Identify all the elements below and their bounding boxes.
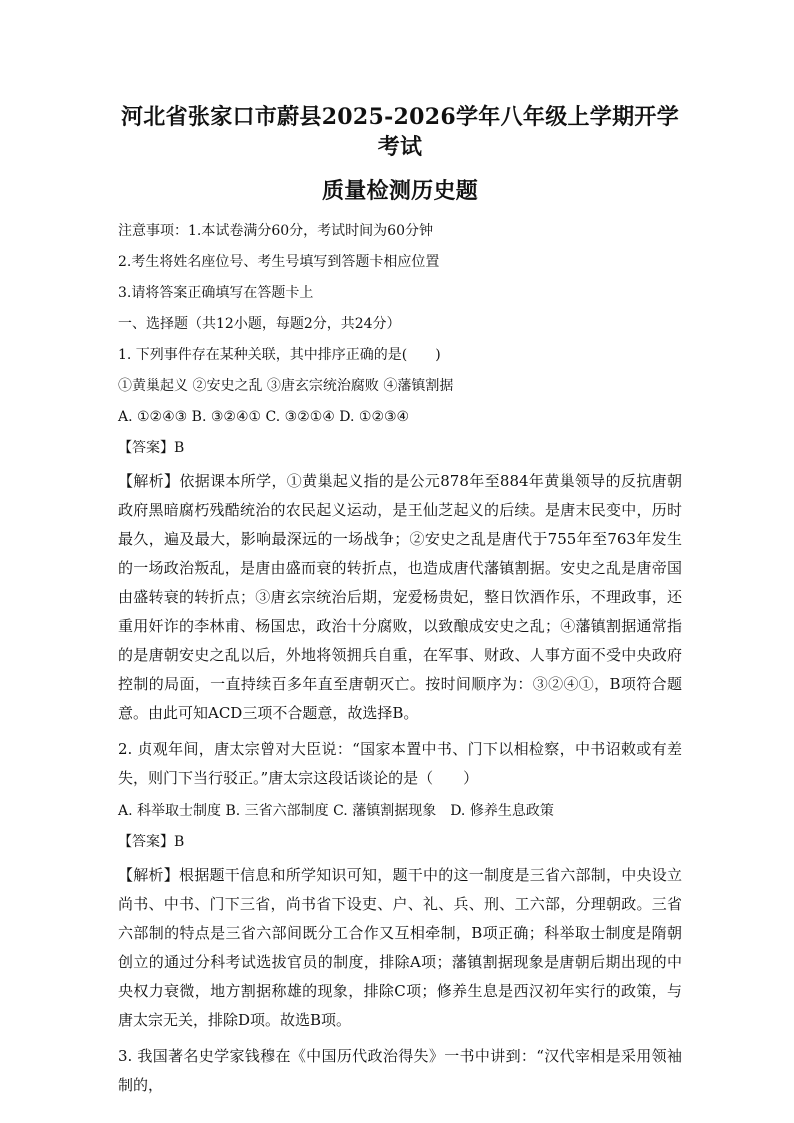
question-2-stem: 2. 贞观年间，唐太宗曾对大臣说：“国家本置中书、门下以相检察，中书诏敕或有差失，则门下当行驳正。”唐太宗这段话谈论的是（ ） (118, 740, 682, 787)
question-2-analysis: 【解析】根据题干信息和所学知识可知，题干中的这一制度是三省六部制，中央设立尚书、中书、门下三省，尚书省下设吏、户、礼、兵、刑、工六部，分理朝政。三省六部制的特点是三省六部间既分工合作又互相牵制，B项正确；科举取士制度是隋朝创立的通过分科考试选拔官员的制度，排除A项；藩镇割据现象是唐朝后期出现的中央权力衰微，地方割据称雄的现象，排除C项；修养生息是西汉初年实行的政策，与唐太宗无关，排除D项。故选B项。 (118, 866, 682, 1029)
question-1-options: A. ①②④③ B. ③②④① C. ③②①④ D. ①②③④ (118, 409, 410, 425)
question-1-stem: 1. 下列事件存在某种关联，其中排序正确的是( ) (118, 347, 441, 363)
exam-title-line-2: 质量检测历史题 (321, 178, 479, 204)
question-2-answer: 【答案】B (118, 834, 185, 850)
note-1: 注意事项：1.本试卷满分60分，考试时间为60分钟 (118, 223, 433, 239)
exam-title-line-1: 河北省张家口市蔚县2025-2026学年八年级上学期开学考试 (121, 104, 679, 160)
question-1-analysis: 【解析】依据课本所学，①黄巢起义指的是公元878年至884年黄巢领导的反抗唐朝政府黑暗腐朽残酷统治的农民起义运动，是王仙芝起义的后续。是唐末民变中，历时最久，遍及最大，影响最深远的一场战争；②安史之乱是唐代于755年至763年发生的一场政治叛乱，是唐由盛而衰的转折点，也造成唐代藩镇割据。安史之乱是唐帝国由盛转衰的转折点；③唐玄宗统治后期，宠爱杨贵妃，整日饮酒作乐，不理政事，还重用奸诈的李林甫、杨国忠，政治十分腐败，以致酿成安史之乱；④藩镇割据通常指的是唐朝安史之乱以后，外地将领拥兵自重，在军事、财政、人事方面不受中央政府控制的局面，一直持续百多年直至唐朝灭亡。按时间顺序为：③②④①，B项符合题意。由此可知ACD三项不合题意，故选择B。 (118, 472, 682, 722)
question-1-answer: 【答案】B (118, 440, 185, 456)
section-heading: 一、选择题（共12小题，每题2分，共24分） (118, 316, 401, 332)
question-1-items: ①黄巢起义 ②安史之乱 ③唐玄宗统治腐败 ④藩镇割据 (118, 378, 454, 394)
question-2-options: A. 科举取士制度 B. 三省六部制度 C. 藩镇割据现象 D. 修养生息政策 (118, 803, 554, 819)
note-3: 3.请将答案正确填写在答题卡上 (118, 285, 314, 301)
note-2: 2.考生将姓名座位号、考生号填写到答题卡相应位置 (118, 254, 440, 270)
question-3-stem: 3. 我国著名史学家钱穆在《中国历代政治得失》一书中讲到：“汉代宰相是采用领袖制的， (118, 1047, 682, 1094)
